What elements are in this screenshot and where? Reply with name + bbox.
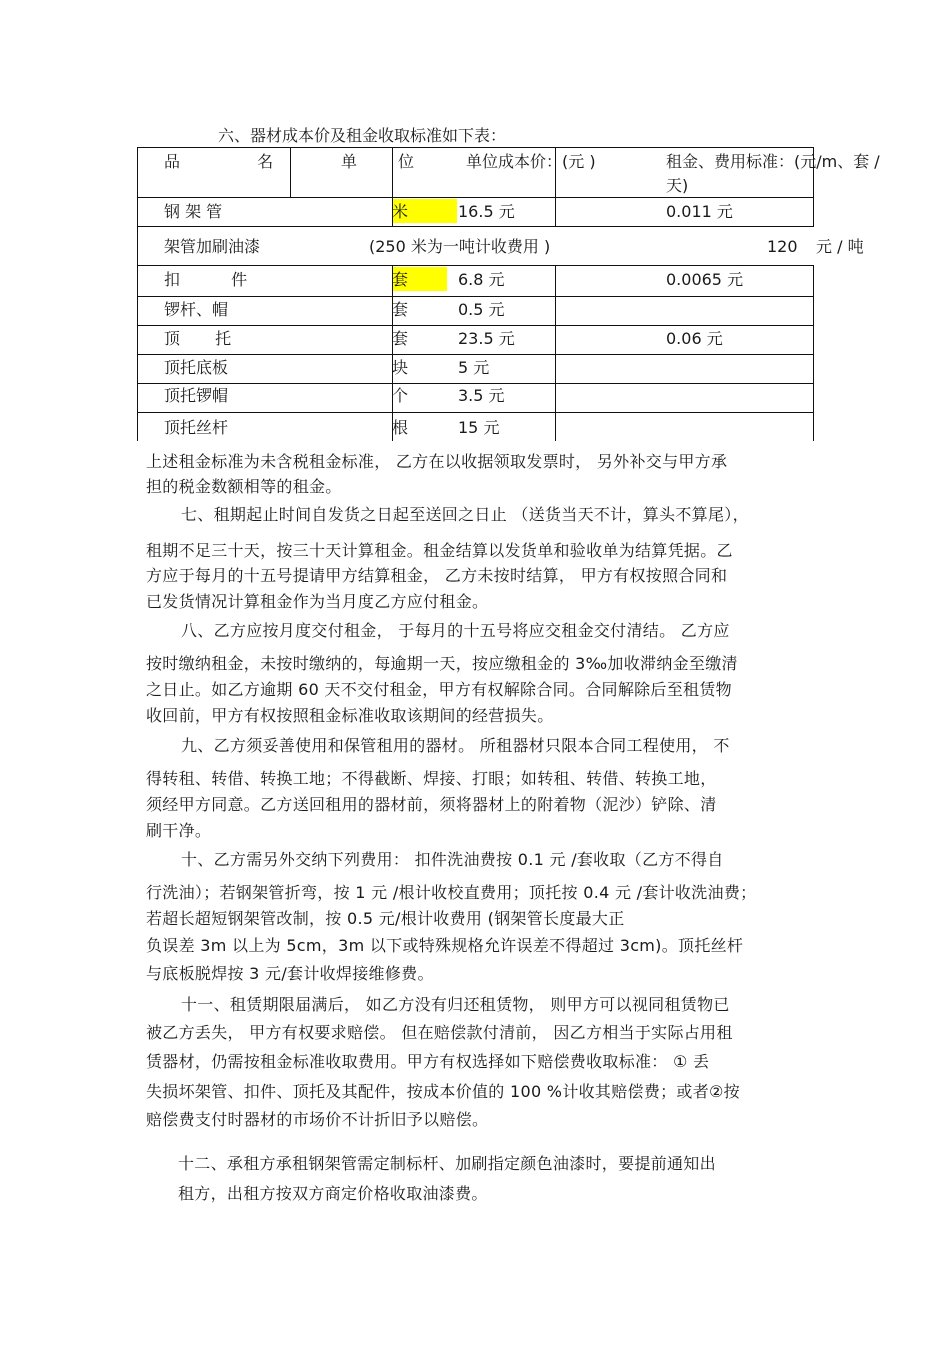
row-cost: 6.8 元 [458,270,505,289]
row-amount: 120 [767,237,798,256]
row-unit: 个 [392,386,409,405]
table-col-rule [555,265,556,441]
paragraph-line: 赔偿费支付时器材的市场价不计折旧予以赔偿。 [146,1110,489,1129]
paragraph-line: 之日止。如乙方逾期 60 天不交付租金，甲方有权解除合同。合同解除后至租赁物 [146,680,732,699]
table-col-rule [290,147,291,197]
row-name: 顶 托 [164,329,232,348]
table-rule [137,325,814,326]
paragraph-line: 行洗油）；若钢架管折弯，按 1 元 /根计收校直费用；顶托按 0.4 元 /套计收洗油费； [146,883,757,902]
header-name: 品 名 [164,152,274,171]
table-rule [137,383,814,384]
table-rule [137,296,814,297]
row-cost: 0.5 元 [458,300,505,319]
row-note: (250 米为一吨计收费用 ) [369,237,551,256]
row-name: 锣杆、帽 [164,300,229,319]
row-unit: 套 [392,329,409,348]
table-rule [137,354,814,355]
table-rule [137,265,814,266]
section-six-heading: 六、器材成本价及租金收取标准如下表： [218,126,507,145]
paragraph-line: 得转租、转借、转换工地；不得截断、焊接、打眼；如转租、转借、转换工地， [146,769,717,788]
header-unit-b: 位 [398,152,415,171]
row-name: 架管加刷油漆 [164,237,261,256]
paragraph-line: 已发货情况计算租金作为当月度乙方应付租金。 [146,592,489,611]
row-name: 顶托锣帽 [164,386,229,405]
header-cost: 单位成本价：(元 ) [466,152,596,171]
paragraph-line: 担的税金数额相等的租金。 [146,477,342,496]
row-fee: 0.0065 元 [666,270,744,289]
row-amount-unit: 元 / 吨 [816,237,864,256]
row-cost: 16.5 元 [458,202,515,221]
paragraph-line: 九、乙方须妥善使用和保管租用的器材。 所租器材只限本合同工程使用， 不 [181,736,730,755]
paragraph-line: 与底板脱焊按 3 元/套计收焊接维修费。 [146,964,434,983]
paragraph-line: 十、乙方需另外交纳下列费用： 扣件洗油费按 0.1 元 /套收取（乙方不得自 [181,850,724,869]
row-name: 钢 架 管 [164,202,223,221]
row-unit: 套 [392,300,409,319]
paragraph-line: 若超长超短钢架管改制，按 0.5 元/根计收费用 (钢架管长度最大正 [146,909,625,928]
paragraph-line: 被乙方丢失， 甲方有权要求赔偿。 但在赔偿款付清前， 因乙方相当于实际占用租 [146,1023,733,1042]
paragraph-line: 十一、租赁期限届满后， 如乙方没有归还租赁物， 则甲方可以视同租赁物已 [181,995,730,1014]
paragraph-line: 十二、承租方承租钢架管需定制标杆、加刷指定颜色油漆时，要提前通知出 [178,1154,716,1173]
row-cost: 3.5 元 [458,386,505,405]
paragraph-line: 按时缴纳租金，未按时缴纳的，每逾期一天，按应缴租金的 3‰加收滞纳金至缴清 [146,654,738,673]
row-name: 顶托丝杆 [164,418,229,437]
row-unit: 米 [392,202,409,221]
paragraph-line: 收回前，甲方有权按照租金标准收取该期间的经营损失。 [146,706,554,725]
row-unit: 根 [392,418,409,437]
table-rule [137,226,814,227]
paragraph-line: 租方，出租方按双方商定价格收取油漆费。 [178,1184,488,1203]
paragraph-line: 刷干净。 [146,821,212,840]
row-fee: 0.06 元 [666,329,723,348]
table-rule-right [813,265,814,441]
row-cost: 23.5 元 [458,329,515,348]
paragraph-line: 上述租金标准为未含税租金标准， 乙方在以收据领取发票时， 另外补交与甲方承 [146,452,728,471]
row-unit: 块 [392,358,409,377]
row-name: 顶托底板 [164,358,229,377]
table-rule [137,197,814,198]
table-rule-top [137,147,814,148]
paragraph-line: 租期不足三十天，按三十天计算租金。租金结算以发货单和验收单为结算凭据。乙 [146,541,733,560]
paragraph-line: 八、乙方应按月度交付租金， 于每月的十五号将应交租金交付清结。 乙方应 [181,621,730,640]
header-unit-a: 单 [341,152,358,171]
row-unit: 套 [392,270,409,289]
row-cost: 5 元 [458,358,490,377]
paragraph-line: 七、租期起止时间自发货之日起至送回之日止 （送货当天不计，算头不算尾）， [181,505,749,524]
paragraph-line: 负误差 3m 以上为 5cm，3m 以下或特殊规格允许误差不得超过 3cm)。顶托丝杆 [146,936,744,955]
table-col-rule [392,265,393,441]
header-fee: 租金、费用标准：(元/m、套 / [666,152,880,171]
row-cost: 15 元 [458,418,500,437]
table-rule-left [137,147,138,441]
table-rule [137,412,814,413]
paragraph-line: 失损坏架管、扣件、顶托及其配件，按成本价值的 100 %计收其赔偿费；或者②按 [146,1082,740,1101]
paragraph-line: 方应于每月的十五号提请甲方结算租金， 乙方未按时结算， 甲方有权按照合同和 [146,566,728,585]
paragraph-line: 赁器材，仍需按租金标准收取费用。甲方有权选择如下赔偿费收取标准： ① 丢 [146,1052,710,1071]
row-name: 扣 件 [164,270,248,289]
paragraph-line: 须经甲方同意。乙方送回租用的器材前，须将器材上的附着物（泥沙）铲除、清 [146,795,717,814]
row-fee: 0.011 元 [666,202,733,221]
header-fee-line2: 天) [666,176,689,195]
